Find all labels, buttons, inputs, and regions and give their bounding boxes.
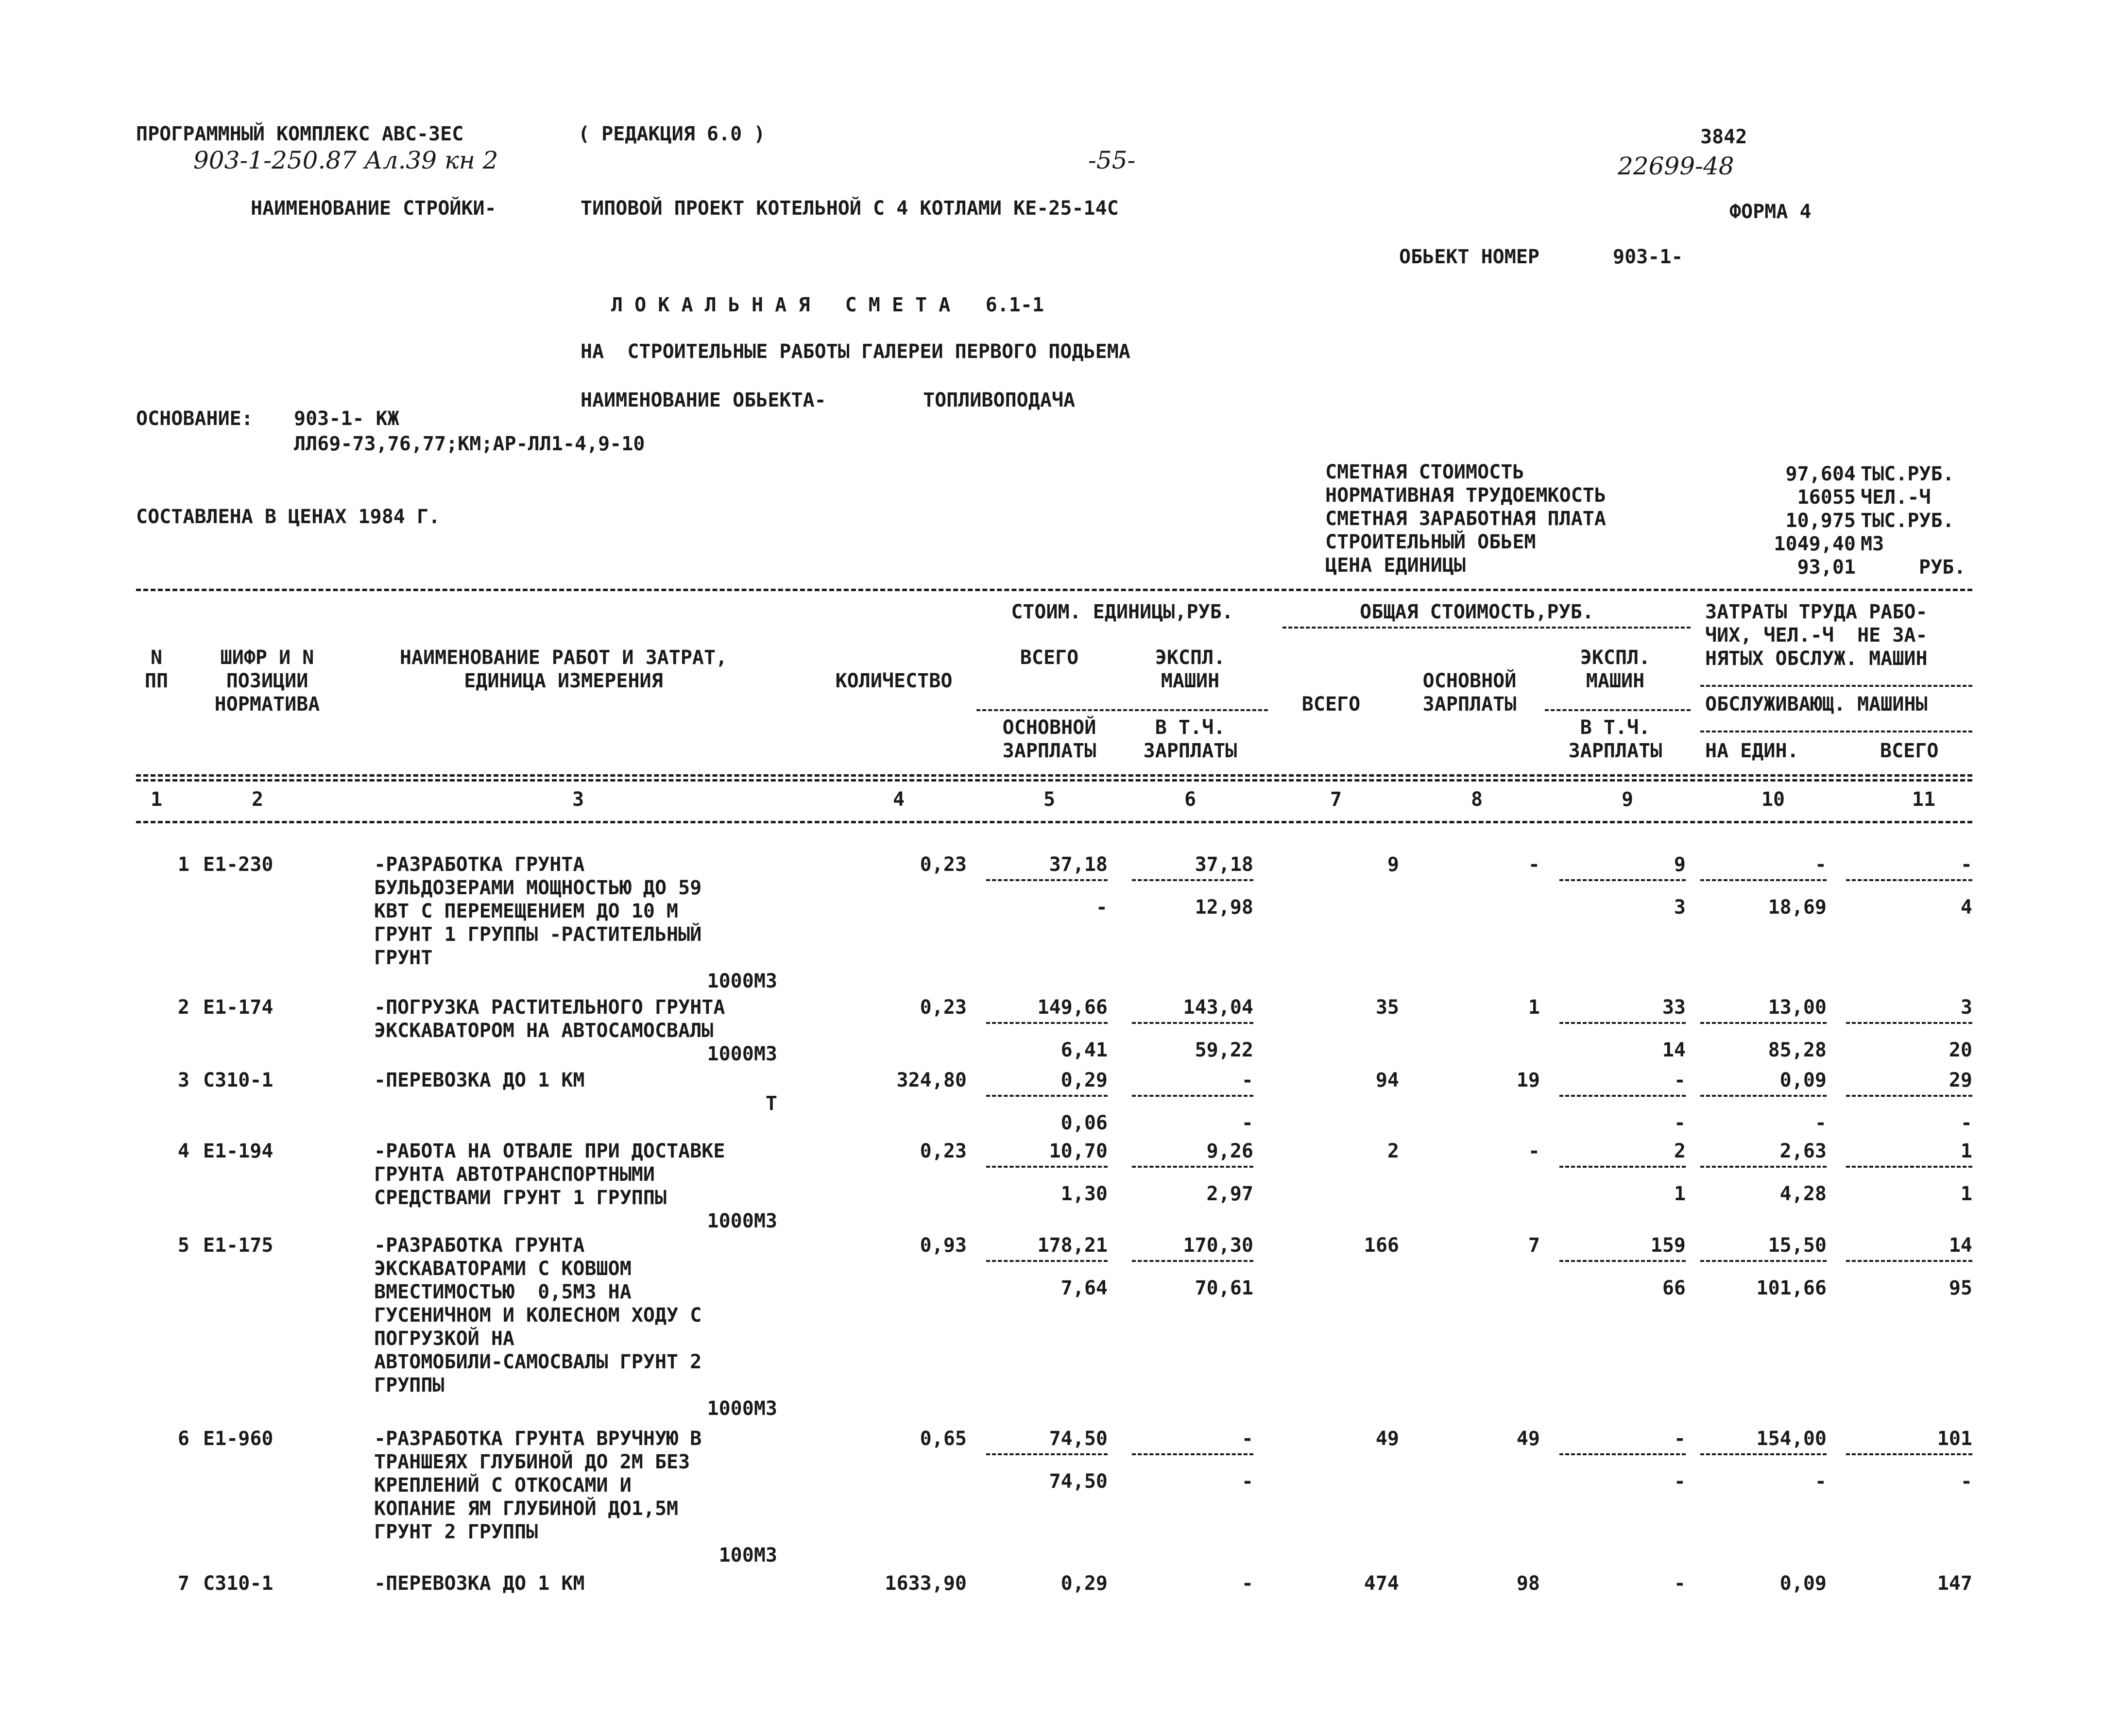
document-title: Л О К А Л Ь Н А Я С М Е Т А 6.1-1 xyxy=(611,294,1044,316)
cell-c6: - xyxy=(1241,1069,1253,1091)
cell-c5b: 7,64 xyxy=(1060,1277,1108,1299)
cell-divider xyxy=(1132,879,1253,881)
summary-label: СТРОИТЕЛЬНЫЙ ОБЬЕМ xyxy=(1325,531,1536,553)
cell-divider xyxy=(1846,1260,1972,1262)
basis-line-2: ЛЛ69-73,76,77;КМ;АР-ЛЛ1-4,9-10 xyxy=(294,433,645,455)
cell-c5: 74,50 xyxy=(1049,1428,1108,1450)
row-name: -ПОГРУЗКА РАСТИТЕЛЬНОГО ГРУНТА ЭКСКАВАТОРОМ НА АВТОСАМОСВАЛЫ xyxy=(374,996,725,1042)
cell-c11b: 4 xyxy=(1960,896,1972,919)
row-unit: 1000М3 xyxy=(707,970,777,992)
cell-c6b: - xyxy=(1241,1112,1253,1134)
cell-c6: - xyxy=(1241,1428,1253,1450)
cell-c5b: 1,30 xyxy=(1060,1183,1108,1205)
cell-c7: 35 xyxy=(1375,996,1399,1019)
cell-qty: 0,93 xyxy=(920,1234,967,1257)
cell-c11b: - xyxy=(1960,1470,1972,1493)
cell-c11: 29 xyxy=(1949,1069,1972,1091)
cell-divider xyxy=(1559,1453,1686,1455)
construction-name: ТИПОВОЙ ПРОЕКТ КОТЕЛЬНОЙ С 4 КОТЛАМИ КЕ-25-14С xyxy=(581,197,1119,220)
header-total-incl-wage: В Т.Ч. ЗАРПЛАТЫ xyxy=(1568,716,1662,762)
row-unit: 100М3 xyxy=(718,1544,777,1566)
cell-c11b: - xyxy=(1960,1112,1972,1134)
cell-c9: 2 xyxy=(1674,1140,1686,1162)
row-unit: 1000М3 xyxy=(707,1210,777,1232)
cell-qty: 1633,90 xyxy=(885,1572,967,1595)
cell-qty: 0,65 xyxy=(920,1428,967,1450)
cell-c6b: 2,97 xyxy=(1206,1183,1253,1205)
header-col-name: НАИМЕНОВАНИЕ РАБОТ И ЗАТРАТ, ЕДИНИЦА ИЗМЕРЕНИЯ xyxy=(399,647,728,692)
cell-c10b: 101,66 xyxy=(1756,1277,1827,1299)
cell-divider xyxy=(1700,1260,1827,1262)
cell-divider xyxy=(1846,879,1972,881)
cell-c11: 3 xyxy=(1960,996,1972,1019)
cell-divider xyxy=(1559,1095,1686,1097)
cell-c10: 0,09 xyxy=(1779,1572,1827,1595)
summary-label: НОРМАТИВНАЯ ТРУДОЕМКОСТЬ xyxy=(1325,484,1606,507)
cell-c9b: 66 xyxy=(1662,1277,1686,1299)
cell-divider xyxy=(1846,1022,1972,1024)
cell-divider xyxy=(1132,1453,1253,1455)
row-number: 2 xyxy=(177,996,189,1019)
cell-c5b: 0,06 xyxy=(1060,1112,1108,1134)
numbers-bottom-rule xyxy=(136,821,1972,823)
cell-divider xyxy=(1132,1260,1253,1262)
column-number: 6 xyxy=(1184,788,1197,811)
cell-divider xyxy=(1700,879,1827,881)
cell-c7: 474 xyxy=(1364,1572,1399,1595)
header-bottom-rule-2 xyxy=(136,779,1972,782)
header-total-cost: ОБЩАЯ СТОИМОСТЬ,РУБ. xyxy=(1360,601,1594,623)
object-number: 903-1- xyxy=(1613,246,1683,268)
cell-c6: 143,04 xyxy=(1183,996,1253,1019)
cell-c11: 1 xyxy=(1960,1140,1972,1162)
cell-divider xyxy=(1132,1022,1253,1024)
column-number: 8 xyxy=(1470,788,1483,811)
header-rule xyxy=(1282,627,1691,629)
column-number: 2 xyxy=(251,788,264,811)
cell-c10: 154,00 xyxy=(1756,1428,1827,1450)
row-code: Е1-230 xyxy=(203,853,274,876)
object-name-label: НАИМЕНОВАНИЕ ОБЬЕКТА- xyxy=(581,389,826,411)
handwritten-registration: 22699-48 xyxy=(1618,152,1734,180)
cell-divider xyxy=(986,1022,1108,1024)
header-unit-cost: СТОИМ. ЕДИНИЦЫ,РУБ. xyxy=(1011,601,1233,623)
cell-divider xyxy=(1846,1453,1972,1455)
edition-label: ( РЕДАКЦИЯ 6.0 ) xyxy=(578,123,766,145)
summary-label: СМЕТНАЯ ЗАРАБОТНАЯ ПЛАТА xyxy=(1325,508,1606,530)
cell-c5: 10,70 xyxy=(1049,1140,1108,1162)
summary-unit: М3 xyxy=(1861,533,1884,555)
cell-divider xyxy=(1700,1095,1827,1097)
row-code: Е1-175 xyxy=(203,1234,274,1257)
column-number: 3 xyxy=(572,788,584,811)
cell-c11: - xyxy=(1960,853,1972,876)
cell-divider xyxy=(986,879,1108,881)
cell-divider xyxy=(986,1166,1108,1168)
cell-c7: 166 xyxy=(1364,1234,1399,1257)
header-rule xyxy=(1700,731,1972,732)
cell-c11b: 20 xyxy=(1949,1039,1972,1061)
header-col-quantity: КОЛИЧЕСТВО xyxy=(835,670,953,692)
cell-qty: 0,23 xyxy=(920,996,967,1019)
cell-c8: - xyxy=(1528,853,1540,876)
cell-c9: - xyxy=(1674,1428,1686,1450)
row-code: С310-1 xyxy=(203,1069,274,1091)
cell-c7: 2 xyxy=(1387,1140,1399,1162)
cell-qty: 0,23 xyxy=(920,853,967,876)
row-unit: 1000М3 xyxy=(707,1397,777,1420)
document-code: 3842 xyxy=(1700,126,1747,148)
cell-c11: 14 xyxy=(1949,1234,1972,1257)
header-rule xyxy=(1545,709,1691,711)
column-number: 10 xyxy=(1761,788,1785,811)
header-labor-per-unit: НА ЕДИН. xyxy=(1705,740,1799,762)
cell-c8: 1 xyxy=(1528,996,1540,1019)
row-name: -РАБОТА НА ОТВАЛЕ ПРИ ДОСТАВКЕ ГРУНТА АВТОТРАНСПОРТНЫМИ СРЕДСТВАМИ ГРУНТ 1 ГРУППЫ xyxy=(374,1140,725,1209)
column-number: 5 xyxy=(1043,788,1056,811)
row-unit: Т xyxy=(765,1092,777,1115)
cell-divider xyxy=(1846,1095,1972,1097)
cell-divider xyxy=(1559,1260,1686,1262)
row-name: -ПЕРЕВОЗКА ДО 1 КМ xyxy=(374,1572,585,1595)
cell-c9b: - xyxy=(1674,1470,1686,1493)
header-bottom-rule xyxy=(136,774,1972,777)
header-unit-wage: ОСНОВНОЙ ЗАРПЛАТЫ xyxy=(1002,716,1096,762)
summary-unit: ТЫС.РУБ. xyxy=(1861,510,1954,532)
cell-c11b: 1 xyxy=(1960,1183,1972,1205)
summary-label: СМЕТНАЯ СТОИМОСТЬ xyxy=(1325,461,1524,483)
row-number: 3 xyxy=(177,1069,189,1091)
cell-c9b: 3 xyxy=(1674,896,1686,919)
cell-c10b: 4,28 xyxy=(1779,1183,1827,1205)
header-rule xyxy=(976,709,1268,711)
cell-divider xyxy=(1700,1022,1827,1024)
cell-c8: 19 xyxy=(1516,1069,1540,1091)
handwritten-page-number: -55- xyxy=(1088,146,1136,174)
row-code: Е1-174 xyxy=(203,996,274,1019)
cell-c6b: 12,98 xyxy=(1195,896,1253,919)
header-labor-machines: ОБСЛУЖИВАЮЩ. МАШИНЫ xyxy=(1705,693,1928,715)
header-total-machines: ЭКСПЛ. МАШИН xyxy=(1580,647,1651,692)
cell-divider xyxy=(1132,1095,1253,1097)
construction-label: НАИМЕНОВАНИЕ СТРОЙКИ- xyxy=(251,197,496,220)
cell-c5b: 6,41 xyxy=(1060,1039,1108,1061)
cell-c11: 101 xyxy=(1937,1428,1972,1450)
column-number: 11 xyxy=(1912,788,1936,811)
row-code: Е1-960 xyxy=(203,1428,274,1450)
cell-qty: 0,23 xyxy=(920,1140,967,1162)
header-unit-total: ВСЕГО xyxy=(1020,647,1079,669)
row-number: 5 xyxy=(177,1234,189,1257)
cell-c10b: - xyxy=(1814,1112,1827,1134)
row-unit: 1000М3 xyxy=(707,1043,777,1065)
document-subtitle: НА СТРОИТЕЛЬНЫЕ РАБОТЫ ГАЛЕРЕИ ПЕРВОГО ПОДЬЕМА xyxy=(581,340,1130,363)
cell-c5: 37,18 xyxy=(1049,853,1108,876)
cell-c5b: 74,50 xyxy=(1049,1470,1108,1493)
cell-divider xyxy=(986,1095,1108,1097)
cell-divider xyxy=(1559,879,1686,881)
cell-c5: 149,66 xyxy=(1037,996,1108,1019)
object-label: ОБЬЕКТ НОМЕР xyxy=(1399,246,1539,268)
cell-divider xyxy=(1132,1166,1253,1168)
cell-c10: 15,50 xyxy=(1768,1234,1827,1257)
cell-divider xyxy=(1559,1022,1686,1024)
header-total-wage: ОСНОВНОЙ ЗАРПЛАТЫ xyxy=(1422,670,1517,715)
cell-c9b: 1 xyxy=(1674,1183,1686,1205)
cell-c7: 9 xyxy=(1387,853,1399,876)
cell-divider xyxy=(1846,1166,1972,1168)
cell-c8: 98 xyxy=(1516,1572,1540,1595)
summary-value: 10,975 xyxy=(1785,510,1856,532)
cell-c10: 13,00 xyxy=(1768,996,1827,1019)
cell-c9: 33 xyxy=(1662,996,1686,1019)
summary-value: 16055 xyxy=(1797,486,1856,509)
price-basis: СОСТАВЛЕНА В ЦЕНАХ 1984 Г. xyxy=(136,506,441,528)
row-number: 1 xyxy=(177,853,189,876)
cell-c11b: 95 xyxy=(1949,1277,1972,1299)
cell-c7: 94 xyxy=(1375,1069,1399,1091)
cell-divider xyxy=(1559,1166,1686,1168)
cell-c6: 37,18 xyxy=(1195,853,1253,876)
cell-c5: 0,29 xyxy=(1060,1572,1108,1595)
cell-c8: 49 xyxy=(1516,1428,1540,1450)
cell-c7: 49 xyxy=(1375,1428,1399,1450)
header-labor-total: ВСЕГО xyxy=(1880,740,1939,762)
row-name: -РАЗРАБОТКА ГРУНТА ЭКСКАВАТОРАМИ С КОВШОМ ВМЕСТИМОСТЬЮ 0,5М3 НА ГУСЕНИЧНОМ И КОЛЕСНОМ ХОДУ С ПОГРУЗКОЙ НА АВТОМОБИЛИ-САМОСВАЛЫ ГРУНТ 2 ГРУППЫ xyxy=(374,1234,702,1396)
cell-c6b: 59,22 xyxy=(1195,1039,1253,1061)
header-col-number: N ПП xyxy=(144,647,169,692)
header-total-all: ВСЕГО xyxy=(1301,693,1361,715)
basis-label: ОСНОВАНИЕ: xyxy=(136,408,253,430)
cell-c6b: - xyxy=(1241,1470,1253,1493)
cell-divider xyxy=(1700,1166,1827,1168)
cell-c8: 7 xyxy=(1528,1234,1540,1257)
row-code: Е1-194 xyxy=(203,1140,274,1162)
table-top-rule xyxy=(136,589,1972,591)
cell-c5: 0,29 xyxy=(1060,1069,1108,1091)
summary-value: 1049,40 xyxy=(1774,533,1856,555)
cell-c10b: - xyxy=(1814,1470,1827,1493)
row-name: -ПЕРЕВОЗКА ДО 1 КМ xyxy=(374,1069,585,1091)
row-name: -РАЗРАБОТКА ГРУНТА ВРУЧНУЮ В ТРАНШЕЯХ ГЛУБИНОЙ ДО 2М БЕЗ КРЕПЛЕНИЙ С ОТКОСАМИ И КОПАНИЕ ЯМ ГЛУБИНОЙ ДО1,5М ГРУНТ 2 ГРУППЫ xyxy=(374,1428,702,1543)
cell-c10: 0,09 xyxy=(1779,1069,1827,1091)
cell-c10: - xyxy=(1814,853,1827,876)
row-number: 7 xyxy=(177,1572,189,1595)
summary-unit: РУБ. xyxy=(1919,556,1966,579)
basis-line-1: 903-1- КЖ xyxy=(294,408,399,430)
form-label: ФОРМА 4 xyxy=(1729,201,1812,223)
cell-c10b: 18,69 xyxy=(1768,896,1827,919)
summary-unit: ТЫС.РУБ. xyxy=(1861,463,1954,485)
cell-c9b: - xyxy=(1674,1112,1686,1134)
row-number: 4 xyxy=(177,1140,189,1162)
column-number: 9 xyxy=(1621,788,1634,811)
row-name: -РАЗРАБОТКА ГРУНТА БУЛЬДОЗЕРАМИ МОЩНОСТЬЮ ДО 59 КВТ С ПЕРЕМЕЩЕНИЕМ ДО 10 М ГРУНТ 1 ГРУППЫ -РАСТИТЕЛЬНЫЙ ГРУНТ xyxy=(374,853,702,969)
cell-divider xyxy=(1700,1453,1827,1455)
cell-c9: 9 xyxy=(1674,853,1686,876)
object-name: ТОПЛИВОПОДАЧА xyxy=(923,389,1076,411)
cell-divider xyxy=(986,1260,1108,1262)
cell-c9: - xyxy=(1674,1572,1686,1595)
summary-value: 93,01 xyxy=(1797,556,1856,579)
cell-divider xyxy=(986,1453,1108,1455)
cell-c9b: 14 xyxy=(1662,1039,1686,1061)
header-rule xyxy=(1700,685,1972,687)
cell-c9: 159 xyxy=(1650,1234,1686,1257)
header-unit-machines: ЭКСПЛ. МАШИН xyxy=(1155,647,1226,692)
cell-c6: 9,26 xyxy=(1206,1140,1253,1162)
header-unit-incl-wage: В Т.Ч. ЗАРПЛАТЫ xyxy=(1143,716,1237,762)
cell-c5b: - xyxy=(1095,896,1108,919)
column-number: 1 xyxy=(150,788,163,811)
column-number: 4 xyxy=(892,788,905,811)
cell-c6b: 70,61 xyxy=(1195,1277,1253,1299)
summary-label: ЦЕНА ЕДИНИЦЫ xyxy=(1325,554,1466,577)
cell-c10: 2,63 xyxy=(1779,1140,1827,1162)
cell-c8: - xyxy=(1528,1140,1540,1162)
cell-c11: 147 xyxy=(1937,1572,1972,1595)
cell-c5: 178,21 xyxy=(1037,1234,1108,1257)
summary-unit: ЧЕЛ.-Ч xyxy=(1861,486,1931,509)
row-number: 6 xyxy=(177,1428,189,1450)
header-labor: ЗАТРАТЫ ТРУДА РАБО- ЧИХ, ЧЕЛ.-Ч НЕ ЗА- НЯТЫХ ОБСЛУЖ. МАШИН xyxy=(1705,601,1928,670)
program-name: ПРОГРАММНЫЙ КОМПЛЕКС АВС-3ЕС xyxy=(136,123,464,145)
summary-value: 97,604 xyxy=(1785,463,1856,485)
handwritten-reference: 903-1-250.87 Ал.39 кн 2 xyxy=(193,146,498,174)
row-code: С310-1 xyxy=(203,1572,274,1595)
cell-c6: 170,30 xyxy=(1183,1234,1253,1257)
cell-c10b: 85,28 xyxy=(1768,1039,1827,1061)
cell-qty: 324,80 xyxy=(896,1069,967,1091)
cell-c6: - xyxy=(1241,1572,1253,1595)
header-col-code: ШИФР И N ПОЗИЦИИ НОРМАТИВА xyxy=(214,647,320,715)
cell-c9: - xyxy=(1674,1069,1686,1091)
column-number: 7 xyxy=(1330,788,1342,811)
